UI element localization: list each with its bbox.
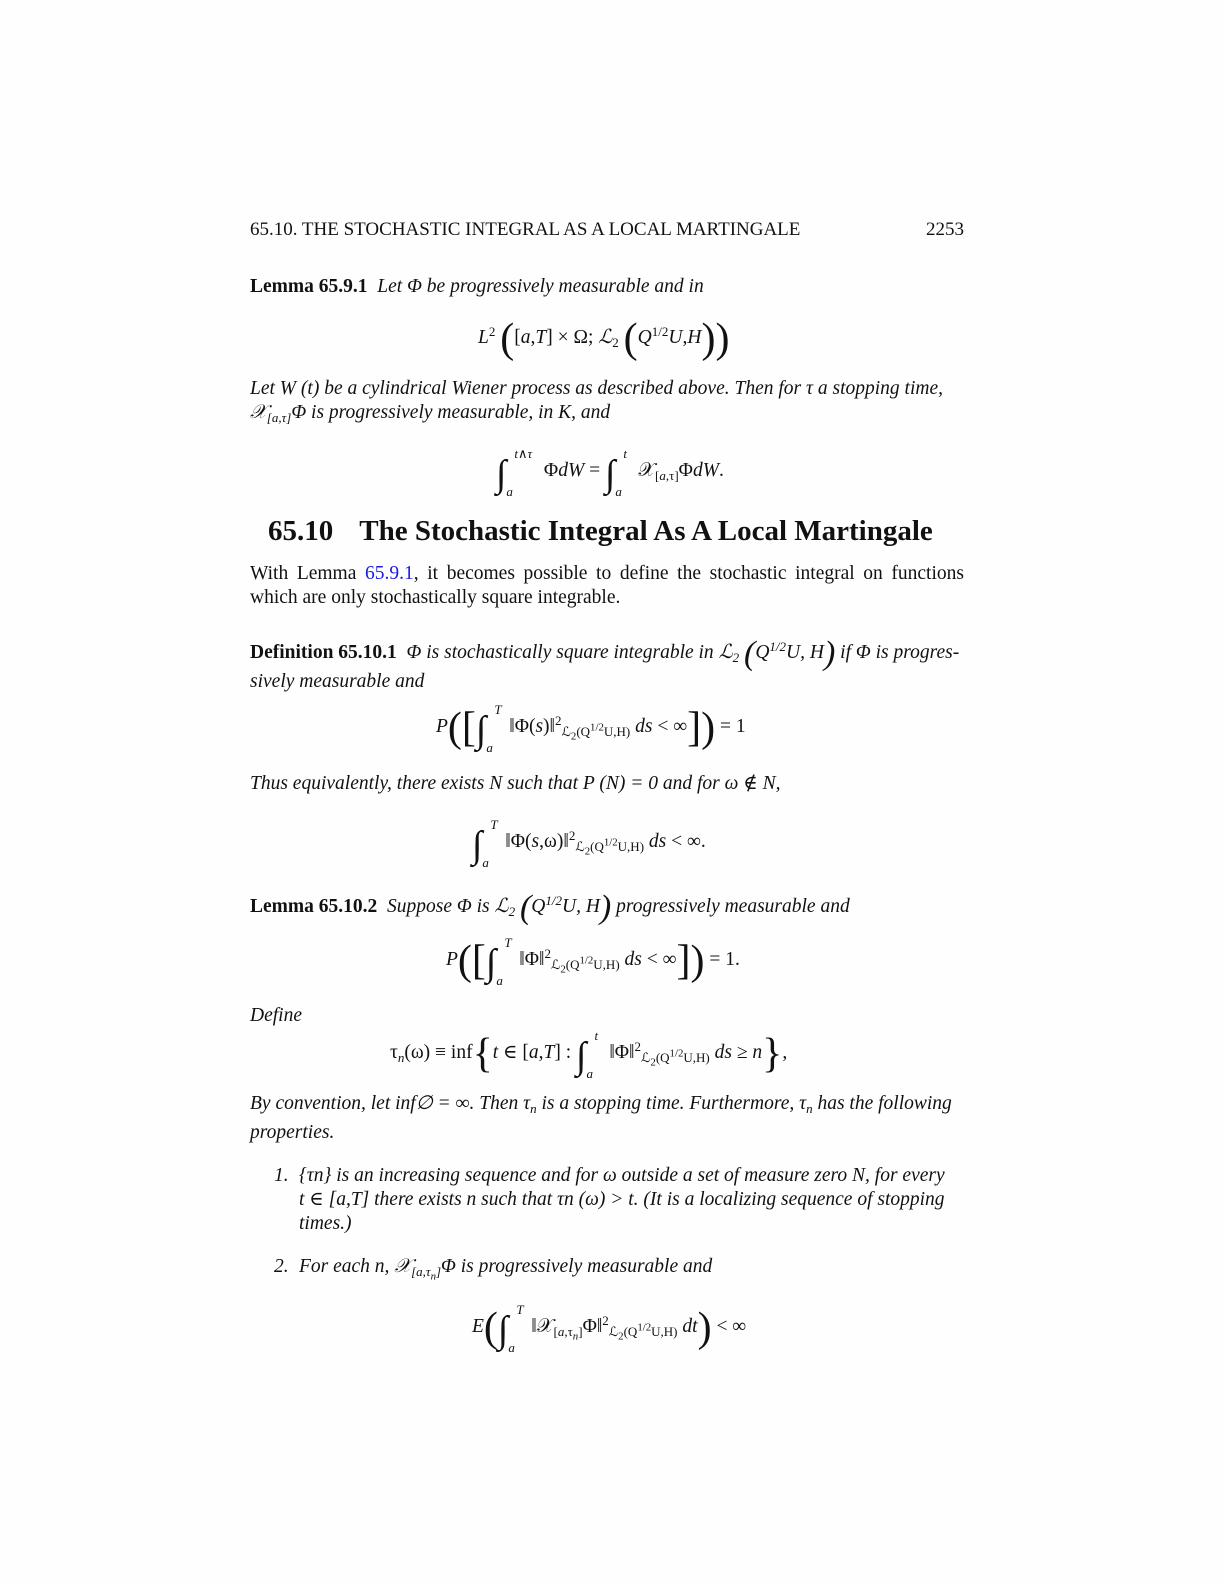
- section-number: 65.10: [268, 515, 334, 547]
- page: [250, 0, 964, 1584]
- convention-paragraph: By convention, let inf∅ = ∞. Then $\tau_n$ is a stopping time. Furthermore, $\tau_n$ has the following properties.: [250, 1093, 952, 1143]
- equation-L2-space: $L^2$ ([a,T] × Ω; ℒ$_2$ $(Q^{1/2}U,H)$): [478, 316, 730, 362]
- definition-label: Definition 65.10.1: [250, 642, 397, 663]
- header-section: 65.10. THE STOCHASTIC INTEGRAL AS A LOCAL MARTINGALE: [250, 219, 801, 240]
- intro-paragraph: With Lemma 65.9.1, it becomes possible to define the stochastic integral on functions which are only stochastically square integrable.: [250, 563, 964, 608]
- definition-equivalence: Thus equivalently, there exists N such that P (N) = 0 and for ω ∉ N,: [250, 773, 781, 794]
- equation-expectation-finite: E(∫ T a ‖𝒳$_{[a,\tau_n]}$Φ‖$^2_{ℒ_2(Q^{1/2}U,H)}$ dt) < ∞: [472, 1302, 747, 1355]
- property-item-2: 2. For each n, 𝒳$_{[a,\tau_n]}$Φ is progressively measurable and: [274, 1256, 713, 1283]
- section-heading: [268, 515, 933, 548]
- lemma-65-9-1-body: Let W (t) be a cylindrical Wiener process as described above. Then for τ a stopping time, 𝒳$_{[a,\tau]}$Φ is progressively measurable, in K, and: [250, 377, 964, 430]
- equation-probability-finite: P([∫ T a ‖Φ(s)‖$^2_{ℒ_2(Q^{1/2}U,H)}$ ds < ∞]) = 1: [436, 702, 746, 755]
- property-item-1: 1. {τn} is an increasing sequence and for ω outside a set of measure zero N, for every t ∈ [a,T] there exists n such that τn (ω) > t. (It is a localizing sequence of stopping times.): [274, 1165, 945, 1234]
- lemma-65-10-2-statement: Lemma 65.10.2 Suppose Φ is ℒ$_2$ ($Q^{1/2}U$, H) progressively measurable and: [250, 889, 850, 926]
- page-number: 2253: [926, 219, 964, 240]
- lemma-label: Lemma 65.9.1: [250, 276, 368, 297]
- equation-tau-n-definition: $\tau_n(\omega) \equiv inf\{t$ ∈ [a,T] : ∫ t a ‖Φ‖$^2_{ℒ_2(Q^{1/2}U,H)}$ ds ≥ n},: [390, 1028, 788, 1081]
- equation-stopped-integral: ∫ t∧τ a ΦdW = ∫ t a 𝒳$_{[a,\tau]}$ΦdW.: [496, 446, 724, 499]
- lemma-text-2: Let W (t) be a cylindrical Wiener process as described above. Then for τ a stopping time,: [250, 378, 943, 399]
- define-word: Define: [250, 1005, 302, 1026]
- lemma-65-9-1-statement: [250, 275, 704, 299]
- lemma-label-2: Lemma 65.10.2: [250, 896, 378, 917]
- lemma-text-3: Φ is progressively measurable, in K, and: [291, 402, 611, 423]
- section-title: The Stochastic Integral As A Local Martingale: [359, 515, 933, 547]
- item-number: 1.: [274, 1165, 289, 1186]
- equation-pathwise-finite: ∫ T a ‖Φ(s,ω)‖$^2_{ℒ_2(Q^{1/2}U,H)}$ ds < ∞.: [472, 817, 706, 870]
- item-number: 2.: [274, 1256, 289, 1277]
- definition-65-10-1: Definition 65.10.1 Φ is stochastically square integrable in ℒ$_2$ ($Q^{1/2}U$, H) if Φ is progres- sively measurable and: [250, 635, 960, 692]
- lemma-text: Let Φ be progressively measurable and in: [377, 276, 704, 297]
- equation-lemma-probability: P([∫ T a ‖Φ‖$^2_{ℒ_2(Q^{1/2}U,H)}$ ds < ∞]) = 1.: [446, 935, 740, 988]
- lemma-reference-link[interactable]: 65.9.1: [365, 563, 414, 584]
- running-header: [250, 219, 964, 241]
